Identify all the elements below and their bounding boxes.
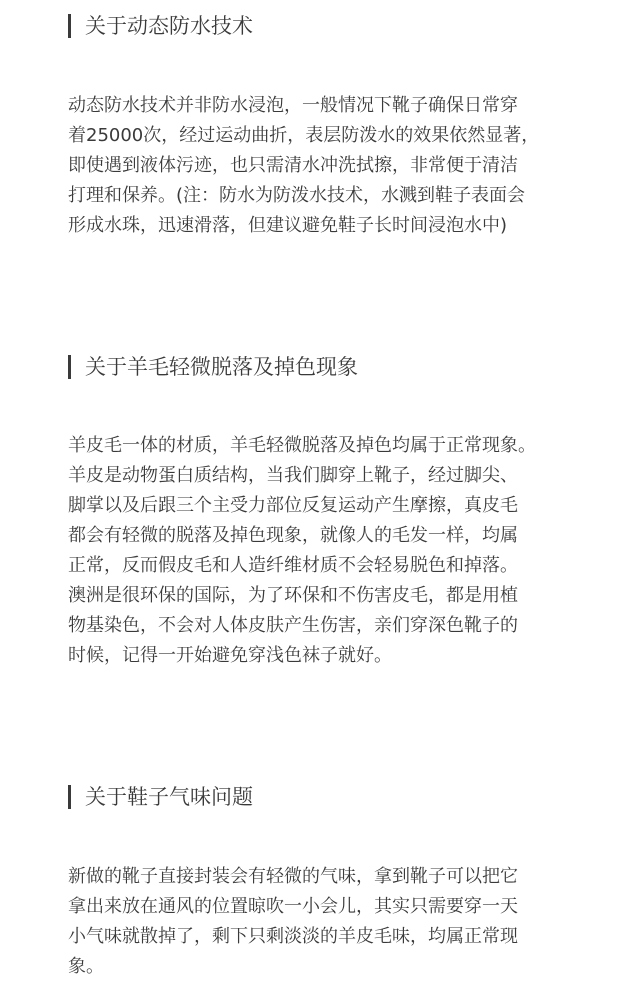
heading-bar-icon — [68, 785, 71, 809]
paragraph-line: 打理和保养。(注：防水为防泼水技术，水溅到鞋子表面会 — [68, 185, 526, 206]
heading-bar-icon — [68, 14, 71, 38]
paragraph-line: 动态防水技术并非防水浸泡，一般情况下靴子确保日常穿 — [68, 95, 518, 116]
section-paragraph — [68, 431, 588, 671]
paragraph-line: 羊皮是动物蛋白质结构，当我们脚穿上靴子，经过脚尖、 — [68, 465, 518, 486]
section-heading — [68, 353, 358, 381]
paragraph-line: 拿出来放在通风的位置晾吹一小会儿，其实只需要穿一天 — [68, 896, 518, 917]
paragraph-line: 时候，记得一开始避免穿浅色袜子就好。 — [68, 645, 392, 666]
paragraph-line: 即使遇到液体污迹，也只需清水冲洗拭擦，非常便于清洁 — [68, 155, 518, 176]
section-paragraph — [68, 862, 588, 982]
paragraph-line: 小气味就散掉了，剩下只剩淡淡的羊皮毛味，均属正常现 — [68, 926, 518, 947]
paragraph-line: 物基染色，不会对人体皮肤产生伤害，亲们穿深色靴子的 — [68, 615, 518, 636]
paragraph-line: 正常，反而假皮毛和人造纤维材质不会轻易脱色和掉落。 — [68, 555, 518, 576]
section-heading — [68, 783, 253, 811]
heading-bar-icon — [68, 355, 71, 379]
section-paragraph — [68, 91, 588, 241]
paragraph-line: 象。 — [68, 956, 104, 977]
paragraph-line: 新做的靴子直接封装会有轻微的气味，拿到靴子可以把它 — [68, 866, 518, 887]
paragraph-line: 着25000次，经过运动曲折，表层防泼水的效果依然显著， — [68, 125, 540, 146]
paragraph-line: 澳洲是很环保的国际，为了环保和不伤害皮毛，都是用植 — [68, 585, 518, 606]
section-heading-text: 关于羊毛轻微脱落及掉色现象 — [85, 355, 358, 379]
paragraph-line: 脚掌以及后跟三个主受力部位反复运动产生摩擦，真皮毛 — [68, 495, 518, 516]
section-heading-text: 关于动态防水技术 — [85, 14, 253, 38]
section-heading — [68, 12, 253, 40]
section-heading-text: 关于鞋子气味问题 — [85, 785, 253, 809]
paragraph-line: 都会有轻微的脱落及掉色现象，就像人的毛发一样，均属 — [68, 525, 518, 546]
paragraph-line: 形成水珠，迅速滑落，但建议避免鞋子长时间浸泡水中) — [68, 215, 508, 236]
paragraph-line: 羊皮毛一体的材质，羊毛轻微脱落及掉色均属于正常现象。 — [68, 435, 536, 456]
